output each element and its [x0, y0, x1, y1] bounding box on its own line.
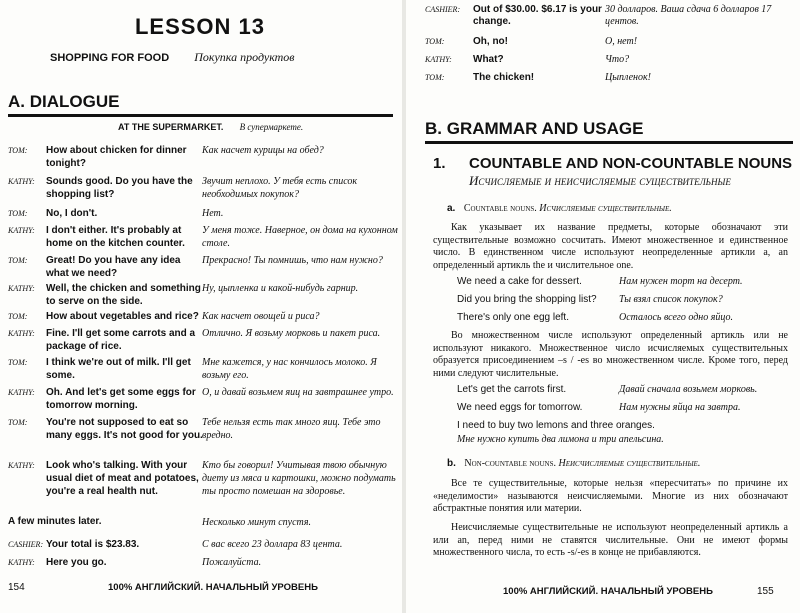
- stage-direction-ru: Несколько минут спустя.: [202, 517, 312, 528]
- line-ru: Как насчет овощей и риса?: [202, 311, 320, 322]
- stage-direction-en: A few minutes later.: [8, 516, 102, 527]
- footer-left: [108, 582, 318, 593]
- line-en: What?: [473, 54, 504, 65]
- speaker: TOM:: [425, 37, 445, 46]
- line-ru: Как насчет курицы на обед?: [202, 145, 324, 156]
- footer-text: 100% АНГЛИЙСКИЙ. НАЧАЛЬНЫЙ УРОВЕНЬ: [108, 582, 318, 593]
- speaker: KATHY:: [8, 461, 35, 470]
- line-en: I don't either. It's probably at home on the kitchen counter.: [46, 225, 185, 249]
- speaker: TOM:: [8, 256, 28, 265]
- subtitle-ru: Покупка продуктов: [194, 50, 295, 64]
- speaker: KATHY:: [8, 558, 35, 567]
- example-en: I need to buy two lemons and three oranges.: [457, 420, 655, 431]
- paragraph: Как указывает их название предметы, которые обозначают эти существительные возможно сосчитать. Имеют множественное и единственное число. В единственном числе используют неопределенные артикли a, an определенный артикль the и числительное one.: [433, 222, 788, 271]
- section-rule: [8, 114, 393, 117]
- example-ru: Осталось всего одно яйцо.: [619, 312, 733, 323]
- line-en: Fine. I'll get some carrots and a package of rice.: [46, 328, 196, 352]
- subsection-a-en: Countable nouns.: [463, 203, 537, 214]
- subtitle-en: SHOPPING FOR FOOD: [50, 52, 170, 64]
- line-ru: Ну, цыпленка и какой-нибудь гарнир.: [202, 283, 359, 294]
- example-ru: Давай сначала возьмем морковь.: [619, 384, 758, 395]
- example-en: There's only one egg left.: [457, 312, 569, 323]
- line-ru: Отлично. Я возьму морковь и пакет риса.: [202, 328, 381, 339]
- speaker: KATHY:: [8, 329, 35, 338]
- line-en: I think we're out of milk. I'll get some.: [46, 357, 191, 381]
- line-en: Sounds good. Do you have the shopping list?: [46, 176, 193, 200]
- subsection-a-label: a.: [447, 203, 456, 214]
- subsection-b-ru: Неисчисляемые существительные.: [558, 458, 701, 469]
- line-en: The chicken!: [473, 72, 535, 83]
- page-number-left: 154: [8, 582, 25, 593]
- speaker: TOM:: [8, 146, 28, 155]
- speaker: KATHY:: [8, 284, 35, 293]
- paragraph: Неисчисляемые существительные не используют неопределенный артикль a или an, перед ними не ставятся числительные. Они не имеют формы множественного числа, то есть -s/-es в конце не прибавляются.: [433, 522, 788, 558]
- speaker: CASHIER:: [8, 540, 44, 549]
- speaker: KATHY:: [8, 388, 35, 397]
- lesson-subtitle: [50, 50, 295, 65]
- line-en: Out of $30.00. $6.17 is your change.: [473, 4, 602, 27]
- speaker: KATHY:: [8, 177, 35, 186]
- speaker: TOM:: [425, 73, 445, 82]
- example-en: Did you bring the shopping list?: [457, 294, 597, 305]
- example-en: We need a cake for dessert.: [457, 276, 582, 287]
- speaker: KATHY:: [8, 226, 35, 235]
- line-en: Here you go.: [46, 557, 107, 568]
- example-ru: Нам нужен торт на десерт.: [619, 276, 743, 287]
- example-ru: Мне нужно купить два лимона и три апельсина.: [457, 434, 664, 445]
- line-en: How about chicken for dinner tonight?: [46, 145, 187, 169]
- line-ru: Кто бы говорил! Учитывая твою обычную диету из мяса и картошки, можно подумать ты просто помешан на здоровье.: [202, 460, 396, 497]
- line-ru: С вас всего 23 доллара 83 цента.: [202, 539, 343, 550]
- subsection-b-label: b.: [447, 458, 456, 469]
- line-ru: Цыпленок!: [605, 72, 652, 83]
- line-ru: О, нет!: [605, 36, 638, 47]
- speaker: TOM:: [8, 418, 28, 427]
- dialogue-subtitle-en: AT THE SUPERMARKET.: [118, 122, 224, 132]
- subsection-b-en: Non-countable nouns.: [464, 458, 556, 469]
- line-ru: Пожалуйста.: [202, 557, 262, 568]
- subsection-a-ru: Исчисляемые существительные.: [539, 203, 672, 214]
- line-ru: У меня тоже. Наверное, он дома на кухонном столе.: [202, 225, 398, 249]
- right-page: [405, 0, 800, 613]
- subsection-b: [447, 458, 700, 469]
- line-en: Your total is $23.83.: [46, 539, 140, 550]
- line-ru: Нет.: [202, 208, 224, 219]
- speaker: KATHY:: [425, 55, 452, 64]
- dialogue-subtitle: [118, 122, 303, 132]
- page-number-right: 155: [757, 586, 774, 597]
- speaker: TOM:: [8, 358, 28, 367]
- speaker: TOM:: [8, 312, 28, 321]
- example-en: Let's get the carrots first.: [457, 384, 567, 395]
- speaker: TOM:: [8, 209, 28, 218]
- line-en: Oh. And let's get some eggs for tomorrow morning.: [46, 387, 196, 411]
- paragraph: Во множественном числе используют определенный артикль или не используют никакого. Множественное число исчисляемых существительных образуется присоединением –s / -es во множественном числе. Кроме того, перед ними следуют числительные.: [433, 330, 788, 379]
- line-ru: 30 долларов. Ваша сдача 6 долларов 17 центов.: [605, 4, 772, 27]
- speaker: CASHIER:: [425, 5, 461, 14]
- paragraph: Все те существительные, которые нельзя «пересчитать» по причине их «неделимости» называются неисчисляемыми. Многие из них обозначают абстрактные понятия или материи.: [433, 478, 788, 514]
- example-ru: Ты взял список покупок?: [619, 294, 723, 305]
- line-en: Oh, no!: [473, 36, 508, 47]
- footer-right: [503, 586, 713, 597]
- topic-heading-ru: Исчисляемые и неисчисляемые существительные: [469, 173, 731, 188]
- line-en: Great! Do you have any idea what we need?: [46, 255, 181, 279]
- lesson-title: LESSON 13: [134, 14, 266, 39]
- line-en: No, I don't.: [46, 208, 98, 219]
- example-ru: Нам нужны яйца на завтра.: [619, 402, 741, 413]
- line-ru: Звучит неплохо. У тебя есть список необходимых покупок?: [202, 176, 358, 200]
- subsection-a: [447, 203, 672, 214]
- line-en: Look who's talking. With your usual diet of meat and potatoes, you're a real health nut.: [46, 460, 199, 497]
- line-ru: Прекрасно! Ты помнишь, что нам нужно?: [202, 255, 383, 266]
- example-en: We need eggs for tomorrow.: [457, 402, 583, 413]
- line-ru: О, и давай возьмем яиц на завтрашнее утро.: [202, 387, 394, 398]
- footer-text: 100% АНГЛИЙСКИЙ. НАЧАЛЬНЫЙ УРОВЕНЬ: [503, 586, 713, 597]
- line-ru: Мне кажется, у нас кончилось молоко. Я возьму его.: [202, 357, 377, 381]
- line-ru: Что?: [605, 54, 630, 65]
- line-en: Well, the chicken and something to serve on the side.: [46, 283, 201, 307]
- section-heading-dialogue: A. DIALOGUE: [8, 92, 120, 111]
- line-en: You're not supposed to eat so many eggs. It's not good for you.: [46, 417, 203, 441]
- topic-heading-en: COUNTABLE AND NON-COUNTABLE NOUNS: [469, 155, 793, 172]
- dialogue-subtitle-ru: В супермаркете.: [239, 122, 304, 132]
- section-heading-grammar: B. GRAMMAR AND USAGE: [425, 119, 644, 138]
- line-ru: Тебе нельзя есть так много яиц. Тебе это вредно.: [202, 417, 381, 441]
- section-rule: [425, 141, 793, 144]
- topic-number: 1.: [433, 155, 446, 172]
- line-en: How about vegetables and rice?: [46, 311, 199, 322]
